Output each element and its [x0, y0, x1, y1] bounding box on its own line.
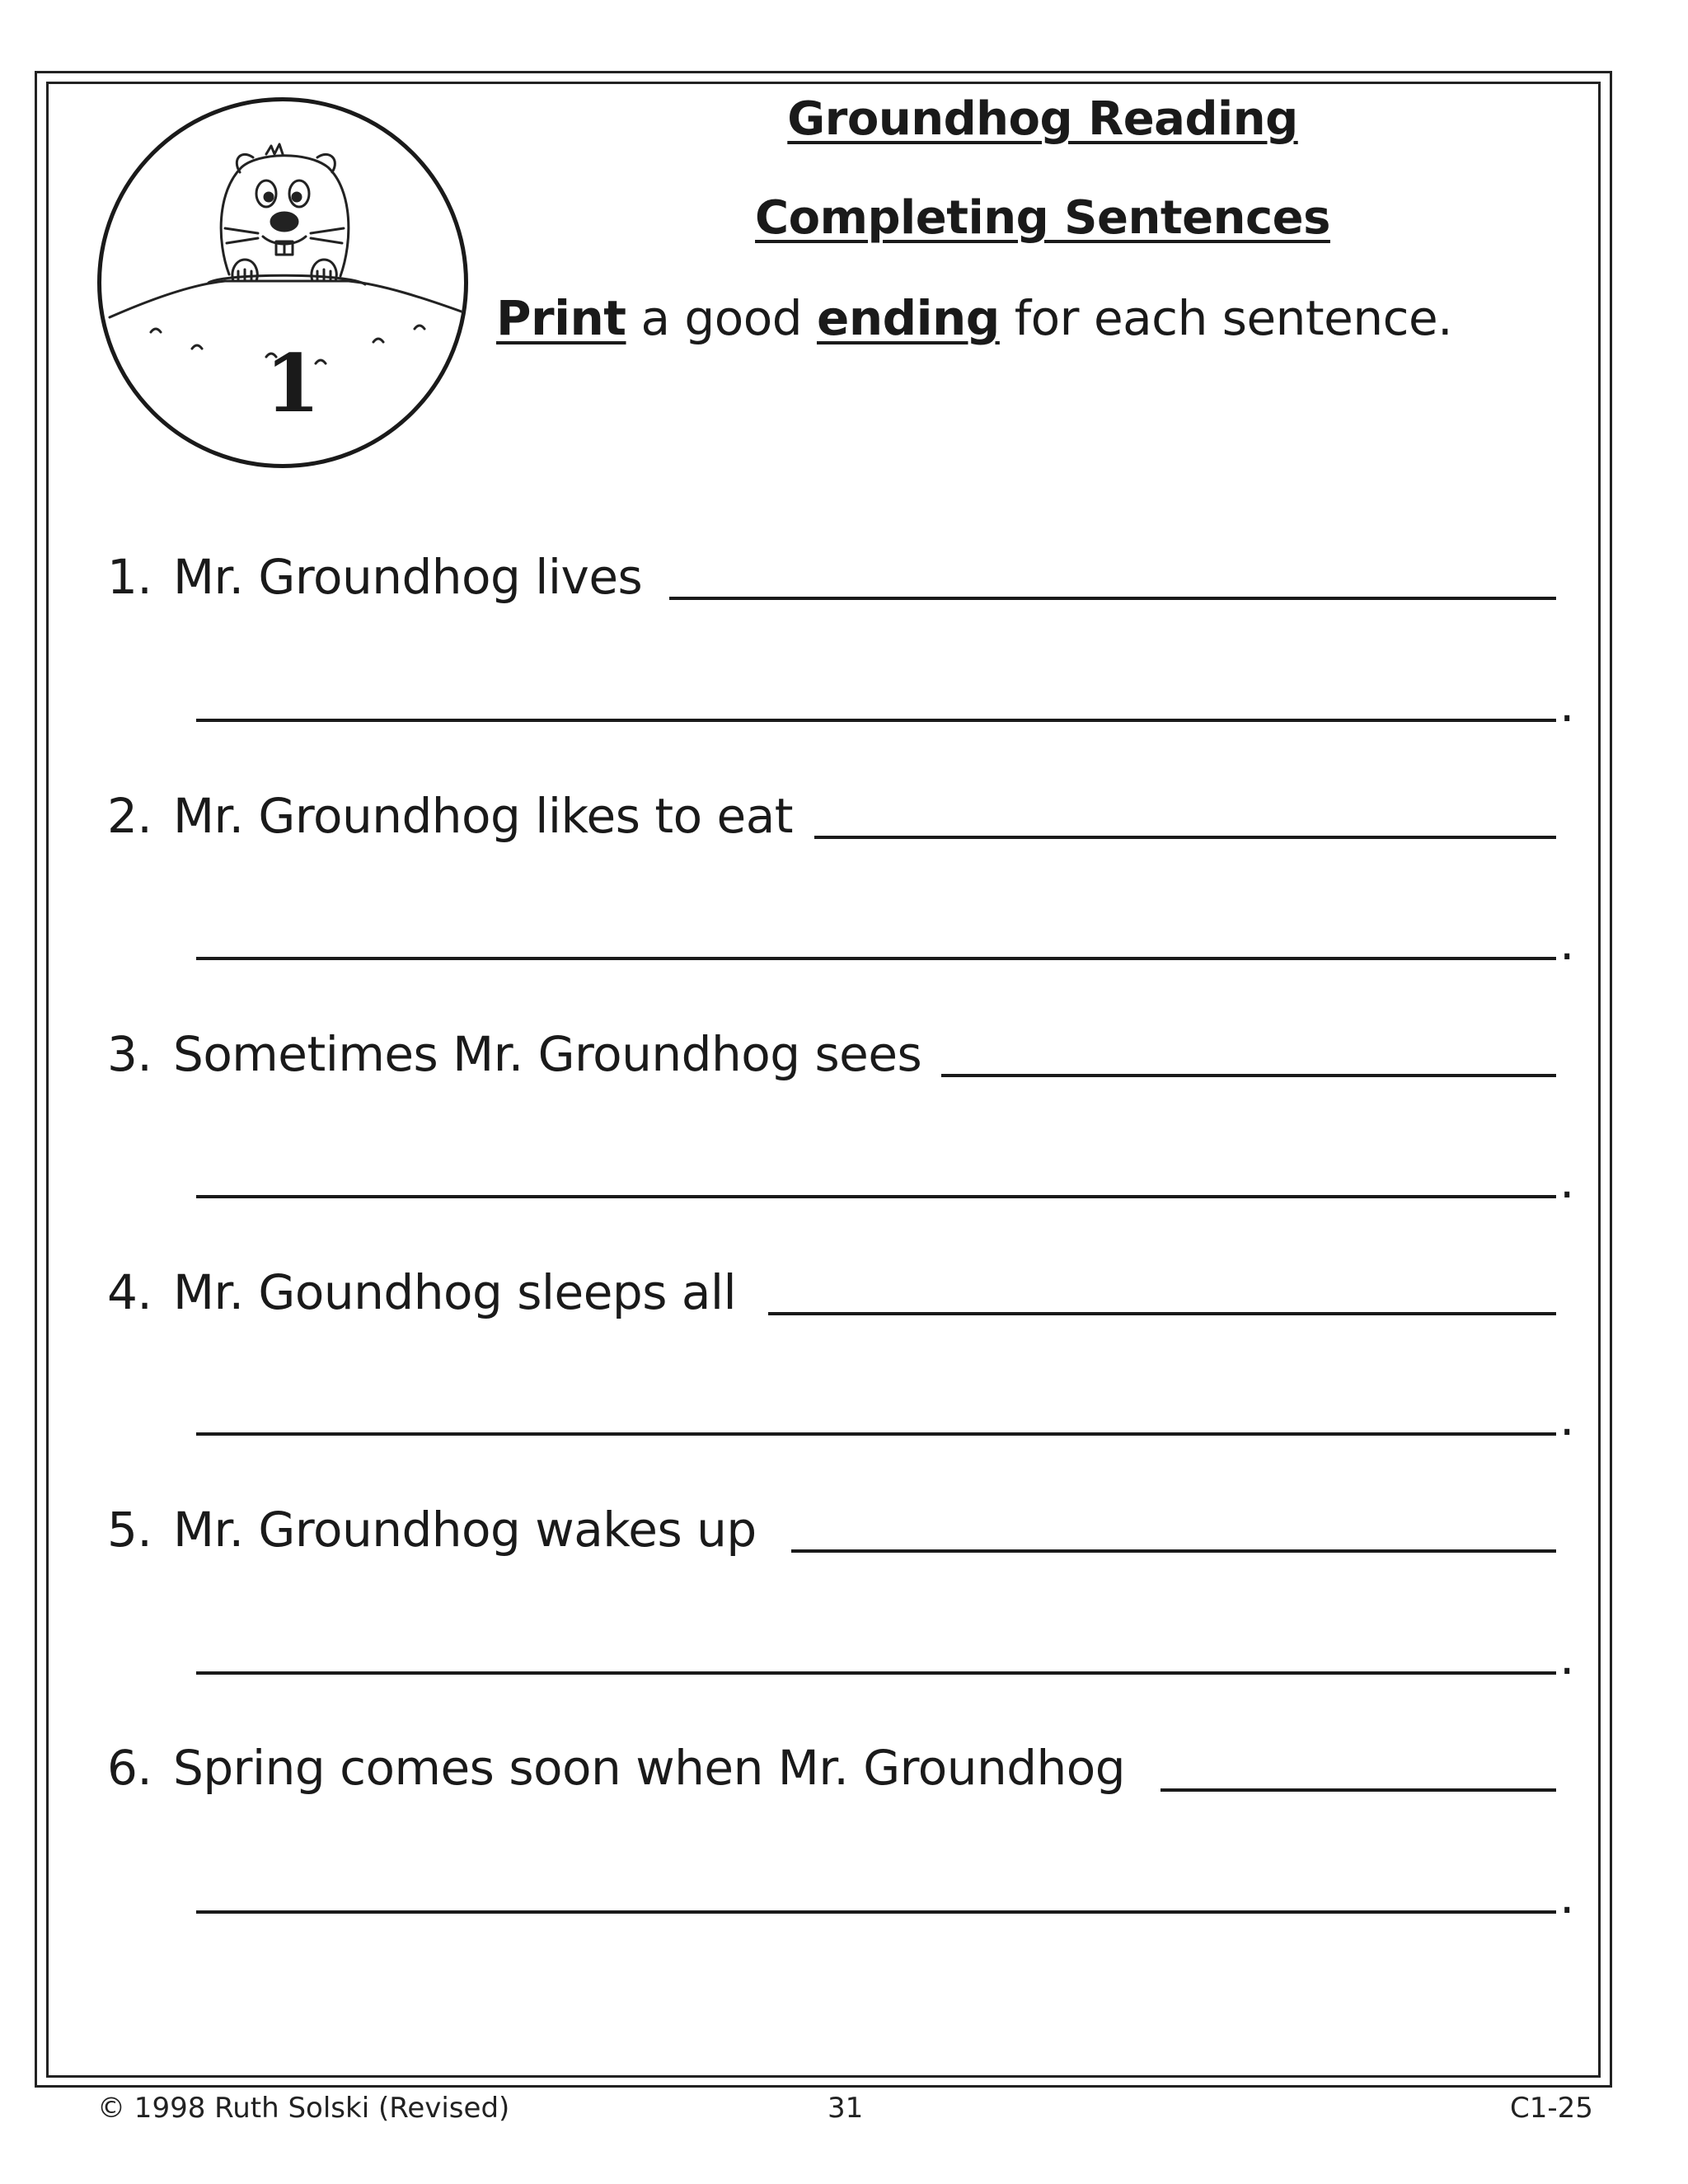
question-1: [107, 549, 642, 605]
question-text: Spring comes soon when Mr. Groundhog: [173, 1740, 1126, 1796]
question-5: [107, 1502, 757, 1558]
worksheet-subtitle: Completing Sentences: [755, 191, 1330, 245]
answer-line[interactable]: [196, 1910, 1556, 1914]
question-number: 3.: [107, 1026, 152, 1082]
answer-line[interactable]: [196, 719, 1556, 722]
instruction-text: a good: [626, 290, 817, 346]
answer-line[interactable]: [768, 1312, 1556, 1315]
question-text: Mr. Goundhog sleeps all: [173, 1264, 737, 1320]
answer-line[interactable]: [669, 597, 1556, 600]
question-number: 4.: [107, 1264, 152, 1320]
question-4: [107, 1264, 736, 1320]
question-text: Mr. Groundhog likes to eat: [173, 788, 793, 844]
answer-line[interactable]: [196, 1195, 1556, 1198]
question-text: Mr. Groundhog wakes up: [173, 1502, 757, 1558]
answer-line[interactable]: [941, 1074, 1556, 1077]
question-number: 6.: [107, 1740, 152, 1796]
question-6: [107, 1740, 1125, 1796]
answer-period: .: [1559, 1629, 1575, 1685]
instruction: [496, 290, 1452, 346]
footer-code: C1-25: [1510, 2092, 1593, 2125]
answer-line[interactable]: [1160, 1788, 1556, 1792]
answer-period: .: [1559, 1153, 1575, 1209]
footer-page-number: 31: [828, 2092, 864, 2125]
question-text: Mr. Groundhog lives: [173, 549, 643, 605]
question-3: [107, 1026, 921, 1082]
instruction-text: for each sentence.: [999, 290, 1453, 346]
footer-copyright: © 1998 Ruth Solski (Revised): [97, 2092, 510, 2125]
answer-line[interactable]: [196, 1432, 1556, 1436]
answer-line[interactable]: [196, 1671, 1556, 1675]
answer-period: .: [1559, 1868, 1575, 1924]
worksheet-title: Groundhog Reading: [787, 92, 1298, 146]
badge-number: 1: [265, 337, 321, 430]
instruction-keyword-ending: ending: [816, 290, 1000, 346]
answer-line[interactable]: [196, 957, 1556, 960]
question-number: 5.: [107, 1502, 152, 1558]
question-number: 2.: [107, 788, 152, 844]
answer-line[interactable]: [791, 1549, 1556, 1553]
question-text: Sometimes Mr. Groundhog sees: [173, 1026, 922, 1082]
question-number: 1.: [107, 549, 152, 605]
answer-line[interactable]: [814, 836, 1556, 839]
answer-period: .: [1559, 1390, 1575, 1446]
question-2: [107, 788, 793, 844]
answer-period: .: [1559, 915, 1575, 971]
answer-period: .: [1559, 677, 1575, 733]
instruction-keyword-print: Print: [496, 290, 626, 346]
